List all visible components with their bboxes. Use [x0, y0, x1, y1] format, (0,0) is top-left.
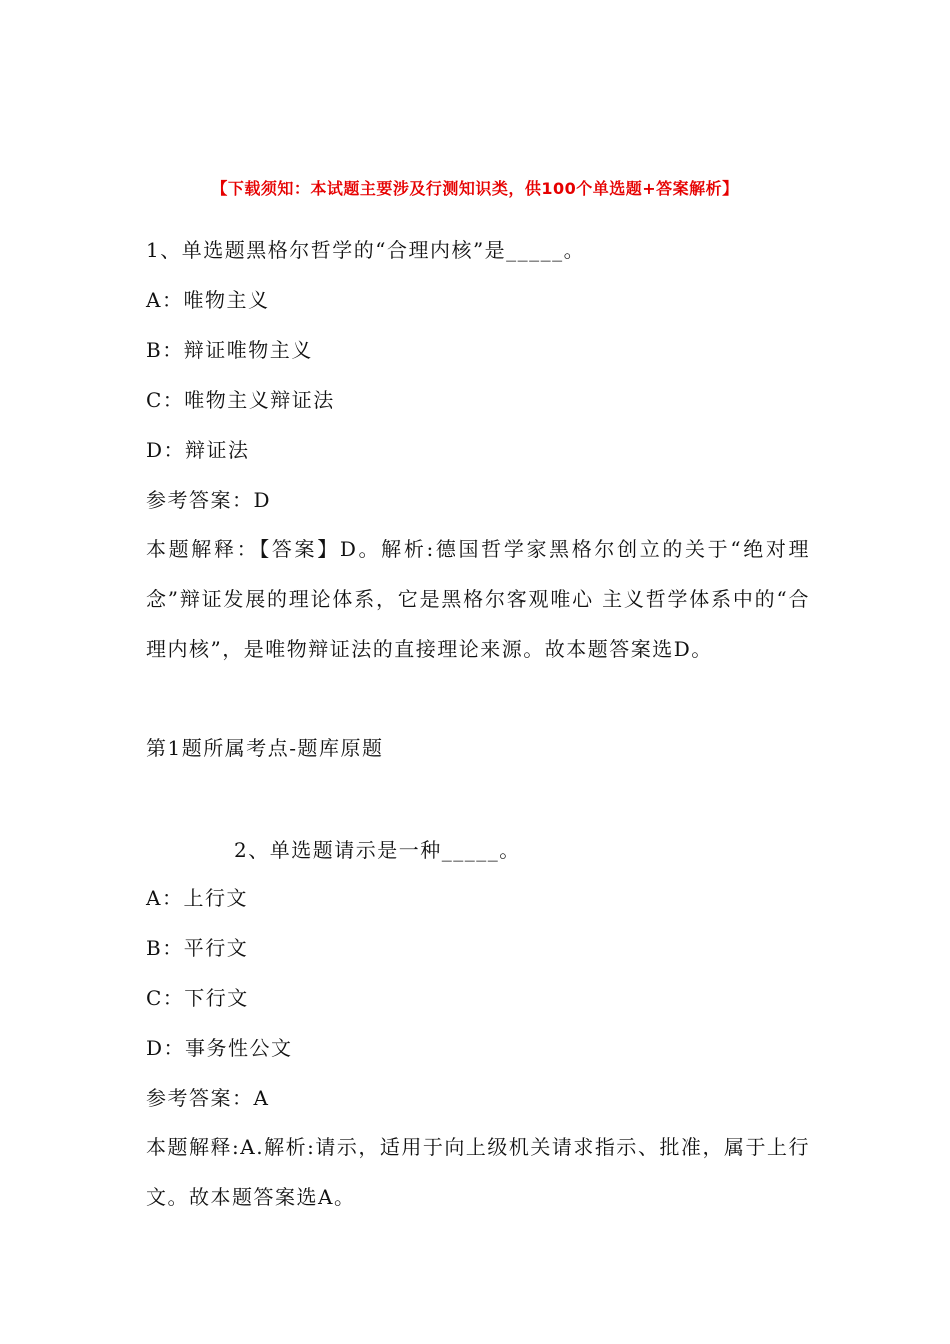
question-2-option-b: B：平行文 [146, 936, 249, 960]
question-2-option-a: A：上行文 [146, 886, 248, 910]
question-1-stem: 1、单选题黑格尔哲学的“合理内核”是_____。 [146, 238, 586, 262]
question-1-option-a: A：唯物主义 [146, 288, 270, 312]
question-2-answer: 参考答案：A [146, 1086, 270, 1110]
download-notice: 【下载须知：本试题主要涉及行测知识类，供100个单选题+答案解析】 [211, 179, 739, 198]
question-2-option-c: C：下行文 [146, 986, 249, 1010]
question-1-explanation: 本题解释：【答案】D。解析:德国哲学家黑格尔创立的关于“绝对理念”辩证发展的理论体系，它是黑格尔客观唯心 主义哲学体系中的“合理内核”，是唯物辩证法的直接理论来源。故本题答案选D。 [146, 537, 810, 661]
question-1-source: 第1题所属考点-题库原题 [146, 736, 384, 760]
question-2-explanation: 本题解释:A.解析:请示，适用于向上级机关请求指示、批准，属于上行文。故本题答案选A。 [146, 1135, 810, 1209]
question-1-option-c: C：唯物主义辩证法 [146, 388, 335, 412]
question-2-stem: 2、单选题请示是一种_____。 [234, 838, 521, 862]
question-1-option-d: D：辩证法 [146, 438, 250, 462]
question-1-answer: 参考答案：D [146, 488, 272, 512]
question-2-option-d: D：事务性公文 [146, 1036, 293, 1060]
question-1-option-b: B：辩证唯物主义 [146, 338, 313, 362]
